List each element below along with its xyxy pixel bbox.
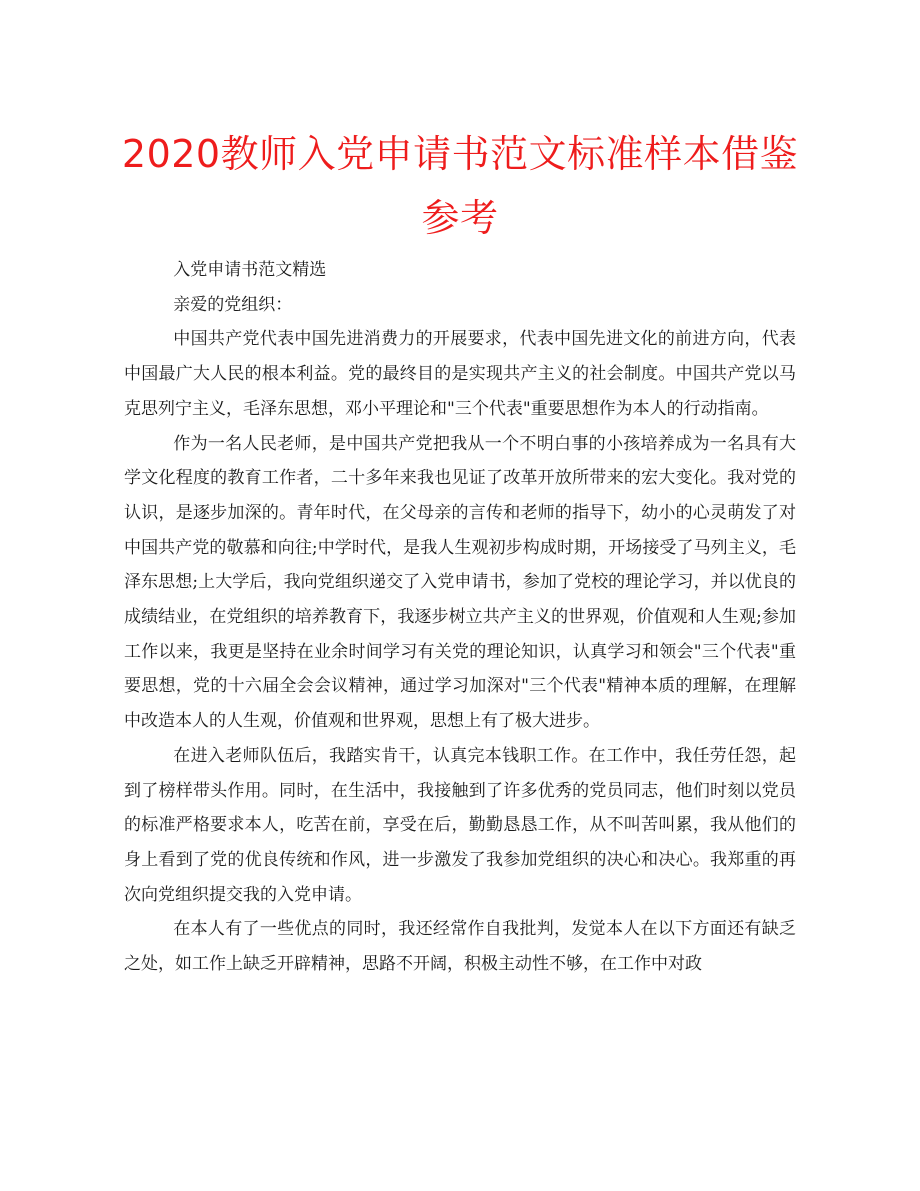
body-paragraph: 在本人有了一些优点的同时，我还经常作自我批判，发觉本人在以下方面还有缺乏之处，如工作上缺乏开辟精神，思路不开阔，积极主动性不够，在工作中对政 — [124, 919, 796, 975]
body-paragraph: 作为一名人民老师，是中国共产党把我从一个不明白事的小孩培养成为一名具有大学文化程度的教育工作者，二十多年来我也见证了改革开放所带来的宏大变化。我对党的认识，是逐步加深的。青年时代，在父母亲的言传和老师的指导下，幼小的心灵萌发了对中国共产党的敬慕和向往;中学时代，是我人生观初步构成时期，开场接受了马列主义，毛泽东思想;上大学后，我向党组织递交了入党申请书，参加了党校的理论学习，并以优良的成绩结业，在党组织的培养教育下，我逐步树立共产主义的世界观，价值观和人生观;参加工作以来，我更是坚持在业余时间学习有关党的理论知识，认真学习和领会"三个代表"重要思想，党的十六届全会会议精神，通过学习加深对"三个代表"精神本质的理解，在理解中改造本人的人生观，价值观和世界观，思想上有了极大进步。 — [124, 433, 796, 732]
subtitle-paragraph: 入党申请书范文精选 — [173, 260, 327, 280]
body-paragraph: 中国共产党代表中国先进消费力的开展要求，代表中国先进文化的前进方向，代表中国最广大人民的根本利益。党的最终目的是实现共产主义的社会制度。中国共产党以马克思列宁主义，毛泽东思想，邓小平理论和"三个代表"重要思想作为本人的行动指南。 — [124, 329, 796, 419]
body-paragraph: 在进入老师队伍后，我踏实肯干，认真完本钱职工作。在工作中，我任劳任怨，起到了榜样带头作用。同时，在生活中，我接触到了许多优秀的党员同志，他们时刻以党员的标准严格要求本人，吃苦在前，享受在后，勤勤恳恳工作，从不叫苦叫累，我从他们的身上看到了党的优良传统和作风，进一步激发了我参加党组织的决心和决心。我郑重的再次向党组织提交我的入党申请。 — [124, 745, 796, 905]
salutation-paragraph: 亲爱的党组织： — [173, 294, 293, 315]
document-title: 2020教师入党申请书范文标准样本借鉴参考 — [121, 132, 799, 240]
document-body — [124, 253, 796, 982]
